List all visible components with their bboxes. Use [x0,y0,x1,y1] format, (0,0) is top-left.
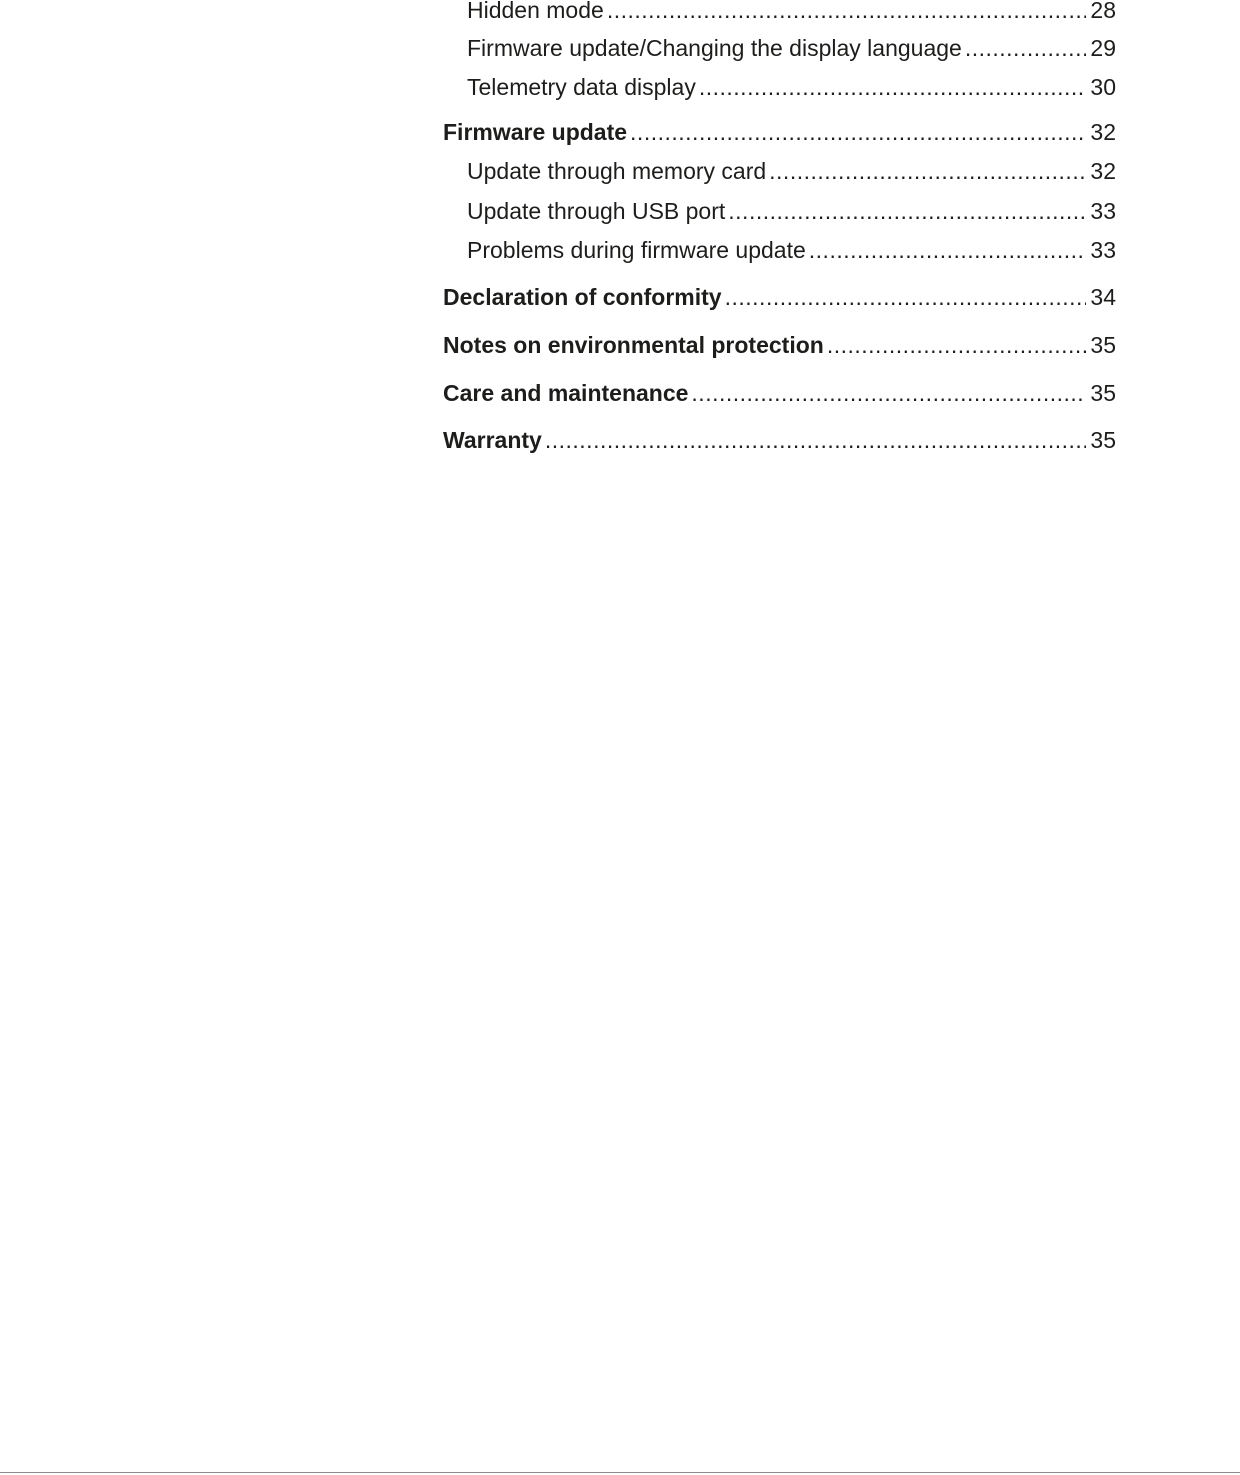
toc-leader-dots [769,158,1086,185]
toc-leader-dots [699,74,1087,101]
toc-entry-page: 30 [1090,74,1116,100]
toc-leader-dots [725,284,1087,311]
toc-leader-dots [545,427,1087,454]
toc-leader-dots [809,237,1087,264]
toc-entry-title: Care and maintenance [443,380,689,406]
toc-leader-dots [630,119,1086,146]
toc-entry-title: Hidden mode [467,0,604,23]
toc-entry-title: Problems during firmware update [467,237,806,263]
toc-entry-page: 28 [1090,0,1116,23]
toc-entry-declaration-conformity[interactable] [443,284,1116,316]
toc-entry-page: 33 [1090,237,1116,263]
toc-entry-warranty[interactable] [443,427,1116,459]
toc-entry-title: Warranty [443,427,542,453]
toc-entry-environmental-protection[interactable] [443,332,1116,364]
table-of-contents [443,0,1116,453]
toc-entry-update-usb-port[interactable] [443,198,1116,230]
toc-entry-page: 34 [1090,284,1116,310]
toc-entry-page: 35 [1090,427,1116,453]
toc-entry-page: 35 [1090,332,1116,358]
toc-entry-hidden-mode[interactable] [443,0,1116,29]
toc-entry-telemetry-display[interactable] [443,74,1116,106]
toc-entry-firmware-problems[interactable] [443,237,1116,269]
toc-entry-page: 29 [1090,35,1116,61]
toc-entry-title: Declaration of conformity [443,284,722,310]
toc-entry-update-memory-card[interactable] [443,158,1116,190]
toc-entry-title: Telemetry data display [467,74,696,100]
toc-entry-title: Firmware update [443,119,628,145]
toc-leader-dots [965,35,1087,62]
toc-leader-dots [827,332,1087,359]
toc-entry-title: Update through USB port [467,198,726,224]
toc-entry-page: 33 [1090,198,1116,224]
toc-entry-title: Firmware update/Changing the display language [467,35,962,61]
toc-entry-title: Notes on environmental protection [443,332,824,358]
toc-leader-dots [728,198,1086,225]
toc-leader-dots [691,380,1086,407]
toc-entry-firmware-language[interactable] [443,35,1116,67]
toc-entry-page: 35 [1090,380,1116,406]
toc-entry-care-maintenance[interactable] [443,380,1116,412]
toc-entry-title: Update through memory card [467,158,767,184]
toc-entry-firmware-update[interactable] [443,119,1116,151]
page-bottom-rule [0,1472,1240,1473]
toc-leader-dots [607,0,1087,24]
toc-entry-page: 32 [1090,119,1116,145]
toc-entry-page: 32 [1090,158,1116,184]
